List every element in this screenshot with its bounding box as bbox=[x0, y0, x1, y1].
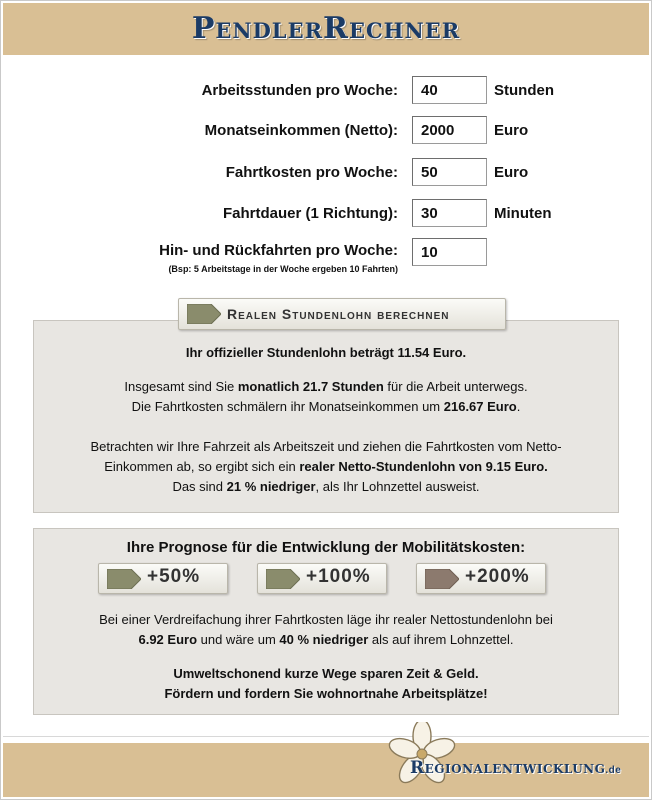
travel-costs-label: Fahrtkosten pro Woche: bbox=[225, 164, 398, 181]
trips-hint: (Bsp: 5 Arbeitstage in der Woche ergeben 10 Fahrten) bbox=[168, 264, 398, 274]
work-hours-unit: Stunden bbox=[494, 82, 554, 99]
prognosis-200-button[interactable] bbox=[416, 563, 546, 594]
arrow-right-icon bbox=[187, 304, 221, 324]
result-line-4 bbox=[34, 457, 618, 477]
result-line-4-text: Einkommen ab, so ergibt sich ein bbox=[104, 459, 300, 474]
row-travel-duration bbox=[0, 199, 652, 229]
work-hours-label: Arbeitsstunden pro Woche: bbox=[201, 82, 398, 99]
trips-label: Hin- und Rückfahrten pro Woche: bbox=[159, 242, 398, 259]
prognosis-100-label: +100% bbox=[306, 566, 371, 587]
travel-duration-unit: Minuten bbox=[494, 205, 552, 222]
projected-wage: 6.92 Euro bbox=[138, 632, 198, 647]
result-line-5-tail: , als Ihr Lohnzettel ausweist. bbox=[315, 479, 480, 494]
result-line-1 bbox=[34, 377, 618, 397]
real-wage: realer Netto-Stundenlohn von 9.15 Euro. bbox=[299, 459, 548, 474]
travel-duration-input[interactable] bbox=[412, 199, 487, 227]
result-panel bbox=[33, 320, 619, 513]
brand-text: Regionalentwicklung bbox=[410, 758, 606, 778]
projected-percent-lower: 40 % niedriger bbox=[279, 632, 369, 647]
work-hours-input[interactable] bbox=[412, 76, 487, 104]
official-wage: Ihr offizieller Stundenlohn beträgt 11.54 Euro. bbox=[185, 345, 467, 360]
prognosis-text-2-tail: als auf ihrem Lohnzettel. bbox=[368, 632, 514, 647]
row-travel-costs bbox=[0, 158, 652, 188]
prognosis-text-1: Bei einer Verdreifachung ihrer Fahrtkosten läge ihr realer Nettostundenlohn bei bbox=[99, 612, 553, 627]
flower-logo-icon bbox=[382, 722, 462, 792]
travel-duration-label: Fahrtdauer (1 Richtung): bbox=[223, 205, 398, 222]
travel-costs-input[interactable] bbox=[412, 158, 487, 186]
prognosis-text-2-mid: und wäre um bbox=[197, 632, 280, 647]
result-line-2-text: Die Fahrtkosten schmälern ihr Monatseinkommen um bbox=[131, 399, 444, 414]
monthly-income-label: Monatseinkommen (Netto): bbox=[204, 122, 398, 139]
prognosis-200-label: +200% bbox=[465, 566, 530, 587]
monthly-income-unit: Euro bbox=[494, 122, 529, 139]
slogan-1: Umweltschonend kurze Wege sparen Zeit & Geld. bbox=[173, 666, 479, 681]
result-line-2 bbox=[34, 397, 618, 417]
prognosis-100-button[interactable] bbox=[257, 563, 387, 594]
prognosis-text-2 bbox=[34, 630, 618, 650]
brand-tld: .de bbox=[605, 765, 622, 776]
row-trips bbox=[0, 238, 652, 274]
prognosis-50-label: +50% bbox=[147, 566, 201, 587]
result-line-3: Betrachten wir Ihre Fahrzeit als Arbeitszeit und ziehen die Fahrtkosten vom Netto- bbox=[90, 439, 562, 454]
calculate-button-label: Realen Stundenlohn berechnen bbox=[227, 306, 450, 322]
result-line-5 bbox=[34, 477, 618, 497]
prognosis-panel bbox=[33, 528, 619, 715]
cost-reduction: 216.67 Euro bbox=[443, 399, 517, 414]
arrow-right-icon bbox=[107, 569, 141, 589]
result-line-2-tail: . bbox=[516, 399, 521, 414]
row-work-hours bbox=[0, 76, 652, 106]
travel-costs-unit: Euro bbox=[494, 164, 529, 181]
row-monthly-income bbox=[0, 116, 652, 146]
slogan-2: Fördern und fordern Sie wohnortnahe Arbeitsplätze! bbox=[164, 686, 488, 701]
arrow-right-icon bbox=[425, 569, 459, 589]
arrow-right-icon bbox=[266, 569, 300, 589]
prognosis-headline: Ihre Prognose für die Entwicklung der Mobilitätskosten: bbox=[126, 539, 526, 556]
prognosis-50-button[interactable] bbox=[98, 563, 228, 594]
calculate-button[interactable] bbox=[178, 298, 506, 330]
monthly-hours: monatlich 21.7 Stunden bbox=[237, 379, 384, 394]
result-line-1-text: Insgesamt sind Sie bbox=[124, 379, 238, 394]
footer-logo[interactable] bbox=[380, 722, 650, 800]
trips-input[interactable] bbox=[412, 238, 487, 266]
result-line-1-tail: für die Arbeit unterwegs. bbox=[383, 379, 528, 394]
result-line-5-text: Das sind bbox=[172, 479, 227, 494]
percent-lower: 21 % niedriger bbox=[226, 479, 316, 494]
monthly-income-input[interactable] bbox=[412, 116, 487, 144]
app-header bbox=[3, 3, 649, 55]
brand-name bbox=[410, 758, 621, 778]
app-title: PendlerRechner bbox=[191, 11, 461, 46]
